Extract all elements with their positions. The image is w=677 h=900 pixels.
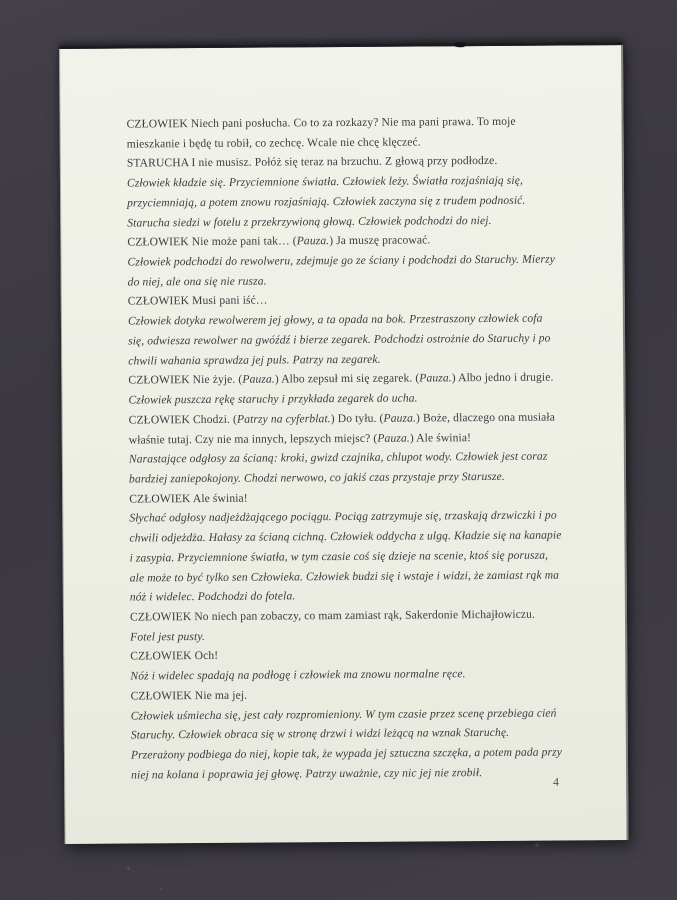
page-number: 4 bbox=[553, 775, 559, 789]
italic-text-segment: Pauza. bbox=[377, 431, 410, 445]
dialogue-line bbox=[128, 368, 558, 391]
italic-text-segment: Człowiek puszcza rękę staruchy i przykłada zegarek do ucha. bbox=[128, 391, 418, 407]
roman-text-segment: CZŁOWIEK Nie może pani tak… ( bbox=[127, 234, 297, 249]
italic-text-segment: bardziej zaniepokojony. Chodzi nerwowo, co jakiś czas przystaje przy Starusze. bbox=[128, 469, 505, 486]
roman-text-segment: właśnie tutaj. Czy nie ma innych, lepszych miejsc? ( bbox=[128, 431, 378, 447]
stage-direction-line bbox=[131, 743, 561, 766]
italic-text-segment: Staruchy. Człowiek obraca się w stronę drzwi i widzi leżącą na wznak Staruchę. bbox=[130, 726, 510, 742]
roman-text-segment: CZŁOWIEK Ale świnia! bbox=[129, 491, 248, 506]
dialogue-line bbox=[130, 604, 560, 627]
italic-text-segment: Człowiek uśmiecha się, jest cały rozpromieniony. W tym czasie przez scenę przebiega cień bbox=[130, 706, 557, 723]
italic-text-segment: chwili odjeżdża. Hałasy za ścianą cichną. Człowiek oddycha z ulgą. Kładzie się na kanapie bbox=[129, 528, 562, 545]
dust-speck bbox=[127, 867, 130, 870]
stage-direction-line bbox=[130, 565, 560, 588]
italic-text-segment: Przerażony podbiega do niej, kopie tak, że wypada jej sztuczna szczęka, a potem pada przy bbox=[130, 745, 563, 762]
italic-text-segment: i zasypia. Przyciemnione światła, w tym czasie coś się dzieje na scenie, ktoś się porusza, bbox=[129, 548, 549, 565]
italic-text-segment: Pauza. bbox=[242, 372, 275, 387]
italic-text-segment: do niej, ale ona się nie rusza. bbox=[127, 274, 267, 289]
italic-text-segment: Człowiek podchodzi do rewolweru, zdejmuje go ze ściany i podchodzi do Staruchy. Mierzy bbox=[127, 252, 555, 269]
italic-text-segment: Pauza. bbox=[419, 371, 452, 385]
italic-text-segment: Fotel jest pusty. bbox=[130, 629, 205, 644]
roman-text-segment: mieszkanie i będę tu robił, co zechcę. Wcale nie chcę klęczeć. bbox=[126, 135, 421, 151]
italic-text-segment: Nóż i widelec spadają na podłogę i człowiek ma znowu normalne ręce. bbox=[130, 667, 466, 683]
roman-text-segment: CZŁOWIEK Och! bbox=[130, 649, 219, 663]
script-text-block bbox=[126, 112, 561, 785]
italic-text-segment: Słychać odgłosy nadjeżdżającego pociągu. Pociąg zatrzymuje się, trzaskają drzwiczki i po bbox=[129, 508, 557, 525]
stage-direction-line bbox=[129, 526, 562, 549]
italic-text-segment: nóż i widelec. Podchodzi do fotela. bbox=[129, 589, 296, 604]
dust-speck bbox=[160, 888, 162, 890]
stage-direction-line bbox=[129, 466, 559, 489]
dialogue-line bbox=[126, 112, 556, 135]
stage-direction-line bbox=[131, 762, 561, 785]
roman-text-segment: CZŁOWIEK Niech pani posłucha. Co to za rozkazy? Nie ma pani prawa. To moje bbox=[126, 114, 516, 131]
italic-text-segment: Pauza. bbox=[383, 411, 417, 425]
italic-text-segment: się, odwiesza rewolwer na gwóźdź i bierze zegarek. Podchodzi ostrożnie do Staruchy i po bbox=[128, 331, 551, 348]
roman-text-segment: CZŁOWIEK Musi pani iść… bbox=[127, 294, 268, 308]
dialogue-line bbox=[129, 407, 559, 430]
roman-text-segment: CZŁOWIEK Nie żyje. ( bbox=[128, 373, 243, 387]
italic-text-segment: przyciemniają, a potem znowu rozjaśniają. Człowiek zaczyna się z trudem podnosić. bbox=[127, 193, 526, 210]
italic-text-segment: Pauza. bbox=[296, 234, 330, 248]
roman-text-segment: ) Ja muszę pracować. bbox=[329, 233, 431, 248]
stage-direction-line bbox=[127, 250, 557, 273]
italic-text-segment: chwili wahania sprawdza jej puls. Patrzy na zegarek. bbox=[128, 352, 381, 368]
italic-text-segment: Człowiek dotyka rewolwerem jej głowy, a ta opada na bok. Przestraszony człowiek cofa bbox=[127, 311, 543, 328]
roman-text-segment: STARUCHA I nie musisz. Połóż się teraz na brzuchu. Z głową przy podłodze. bbox=[126, 154, 498, 170]
roman-text-segment: ) Ale świnia! bbox=[409, 430, 472, 445]
roman-text-segment: CZŁOWIEK Nie ma jej. bbox=[130, 688, 248, 703]
document-page bbox=[59, 42, 629, 844]
dust-speck bbox=[535, 843, 539, 847]
roman-text-segment: CZŁOWIEK Chodzi. ( bbox=[128, 412, 238, 427]
italic-text-segment: Narastające odgłosy za ścianą: kroki, gwizd czajnika, chlupot wody. Człowiek jest coraz bbox=[128, 449, 548, 466]
italic-text-segment: niej na kolana i poprawia jej głowę. Patrzy uważnie, czy nic jej nie zrobił. bbox=[131, 765, 483, 782]
stage-direction-line bbox=[128, 328, 558, 351]
italic-text-segment: Patrzy na cyferblat. bbox=[236, 411, 331, 426]
roman-text-segment: ) Albo zepsuł mi się zegarek. ( bbox=[274, 371, 420, 386]
roman-text-segment: ) Do tyłu. ( bbox=[330, 411, 384, 425]
stage-direction-line bbox=[130, 545, 560, 568]
italic-text-segment: ale może to być tylko sen Człowieka. Człowiek budzi się i wstaje i widzi, że zamiast rąk ma bbox=[129, 568, 560, 585]
stage-direction-line bbox=[127, 190, 557, 213]
italic-text-segment: Starucha siedzi w fotelu z przekrzywioną głową. Człowiek podchodzi do niej. bbox=[127, 213, 492, 230]
roman-text-segment: CZŁOWIEK No niech pan zobaczy, co mam zamiast rąk, Sakerdonie Michajłowiczu. bbox=[129, 607, 536, 624]
roman-text-segment: ) Albo jedno i drugie. bbox=[451, 370, 554, 385]
italic-text-segment: Człowiek kładzie się. Przyciemnione światła. Człowiek leży. Światła rozjaśniają się, bbox=[126, 173, 524, 190]
roman-text-segment: ) Boże, dlaczego ona musiała bbox=[415, 410, 555, 425]
scan-edge-mark bbox=[454, 42, 466, 47]
